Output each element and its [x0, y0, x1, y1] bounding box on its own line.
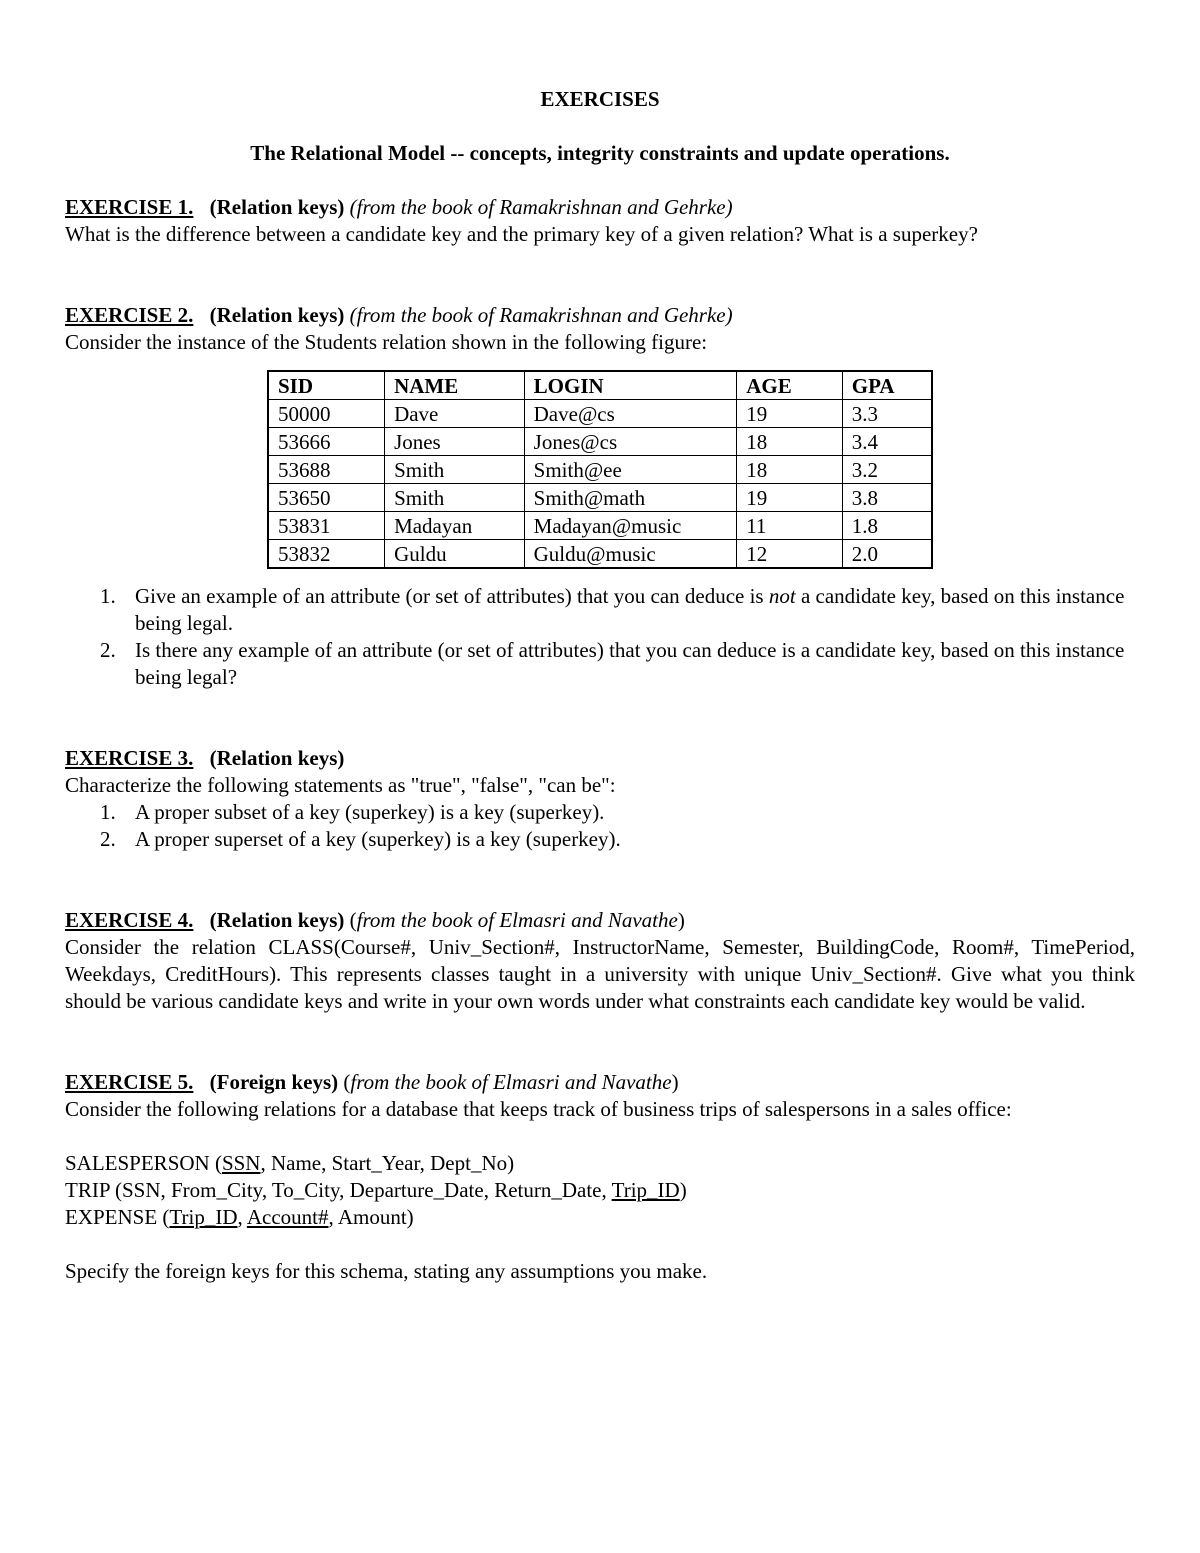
cell-sid: 53650 — [268, 484, 385, 512]
cell-age: 11 — [737, 512, 843, 540]
list-item — [65, 799, 1135, 826]
list-item — [65, 583, 1135, 637]
schema-text: SALESPERSON ( — [65, 1151, 222, 1175]
cell-gpa: 2.0 — [842, 540, 932, 569]
schema-text: , — [237, 1205, 247, 1229]
primary-key: Trip_ID — [611, 1178, 680, 1202]
exercise-4-source-close: ) — [677, 908, 685, 932]
column-header-sid: SID — [268, 371, 385, 400]
question-number: 2. — [100, 638, 116, 662]
cell-name: Guldu — [385, 540, 525, 569]
cell-name: Madayan — [385, 512, 525, 540]
exercise-3-topic: (Relation keys) — [209, 746, 345, 770]
table-row — [268, 456, 932, 484]
cell-gpa: 1.8 — [842, 512, 932, 540]
exercise-5-number: EXERCISE 5. — [65, 1070, 194, 1094]
exercise-3-body: Characterize the following statements as "true", "false", "can be": — [65, 773, 616, 797]
schema-block — [65, 1150, 1135, 1231]
primary-key: Account# — [246, 1205, 329, 1229]
exercise-5-source-open: ( — [343, 1070, 351, 1094]
statement-number: 1. — [100, 800, 116, 824]
table-row — [268, 512, 932, 540]
exercise-4 — [65, 907, 1135, 1015]
exercise-2-topic: (Relation keys) — [209, 303, 345, 327]
question-emphasis: not — [768, 584, 796, 608]
question-text-part: a candidate key, based on this instance being legal. — [135, 584, 1125, 635]
column-header-login: LOGIN — [524, 371, 737, 400]
schema-expense — [65, 1204, 1135, 1231]
exercise-4-heading — [65, 907, 1135, 934]
cell-age: 19 — [737, 400, 843, 428]
schema-text: TRIP (SSN, From_City, To_City, Departure_Date, Return_Date, — [65, 1178, 612, 1202]
table-row — [268, 428, 932, 456]
exercise-5-heading — [65, 1069, 1135, 1096]
cell-sid: 53688 — [268, 456, 385, 484]
statement-text: A proper superset of a key (superkey) is a key (superkey). — [135, 827, 621, 851]
exercise-4-source-open: ( — [349, 908, 357, 932]
exercise-3-statements — [65, 799, 1135, 853]
cell-gpa: 3.8 — [842, 484, 932, 512]
cell-age: 12 — [737, 540, 843, 569]
cell-name: Dave — [385, 400, 525, 428]
exercise-5-closing: Specify the foreign keys for this schema, stating any assumptions you make. — [65, 1259, 708, 1283]
exercise-1-source: (from the book of Ramakrishnan and Gehrke) — [349, 195, 733, 219]
question-text-part: Give an example of an attribute (or set of attributes) that you can deduce is — [135, 584, 764, 608]
schema-salesperson — [65, 1150, 1135, 1177]
primary-key: Trip_ID — [169, 1205, 238, 1229]
exercise-1-heading — [65, 194, 1135, 221]
statement-number: 2. — [100, 827, 116, 851]
exercise-1-topic: (Relation keys) — [209, 195, 345, 219]
exercise-2-source: (from the book of Ramakrishnan and Gehrke) — [349, 303, 733, 327]
cell-login: Madayan@music — [524, 512, 737, 540]
cell-name: Jones — [385, 428, 525, 456]
cell-age: 18 — [737, 428, 843, 456]
column-header-age: AGE — [737, 371, 843, 400]
table-row — [268, 400, 932, 428]
exercise-5-body: Consider the following relations for a database that keeps track of business trips of salespersons in a sales office: — [65, 1097, 1012, 1121]
question-number: 1. — [100, 584, 116, 608]
cell-age: 18 — [737, 456, 843, 484]
cell-sid: 53666 — [268, 428, 385, 456]
table-header-row — [268, 371, 932, 400]
exercise-5-source: from the book of Elmasri and Navathe — [350, 1070, 672, 1094]
exercise-3 — [65, 745, 1135, 853]
column-header-name: NAME — [385, 371, 525, 400]
schema-text: , Amount) — [328, 1205, 414, 1229]
exercise-3-heading — [65, 745, 1135, 772]
exercise-2-questions — [65, 583, 1135, 691]
cell-age: 19 — [737, 484, 843, 512]
exercise-5-source-close: ) — [671, 1070, 679, 1094]
list-item — [65, 826, 1135, 853]
document-page — [65, 86, 1135, 1285]
cell-login: Dave@cs — [524, 400, 737, 428]
cell-login: Guldu@music — [524, 540, 737, 569]
exercise-5 — [65, 1069, 1135, 1285]
cell-gpa: 3.3 — [842, 400, 932, 428]
exercise-2-number: EXERCISE 2. — [65, 303, 194, 327]
table-row — [268, 540, 932, 569]
cell-gpa: 3.2 — [842, 456, 932, 484]
schema-text: , Name, Start_Year, Dept_No) — [260, 1151, 515, 1175]
students-table — [267, 370, 933, 569]
cell-name: Smith — [385, 456, 525, 484]
statement-text: A proper subset of a key (superkey) is a key (superkey). — [135, 800, 605, 824]
exercise-2-heading — [65, 302, 1135, 329]
schema-text: EXPENSE ( — [65, 1205, 170, 1229]
schema-trip — [65, 1177, 1135, 1204]
cell-sid: 53832 — [268, 540, 385, 569]
exercise-2-body: Consider the instance of the Students relation shown in the following figure: — [65, 330, 708, 354]
exercise-1-body: What is the difference between a candidate key and the primary key of a given relation? What is a superkey? — [65, 222, 978, 246]
page-subtitle: The Relational Model -- concepts, integrity constraints and update operations. — [250, 141, 950, 165]
cell-name: Smith — [385, 484, 525, 512]
cell-gpa: 3.4 — [842, 428, 932, 456]
primary-key: SSN — [221, 1151, 261, 1175]
cell-sid: 50000 — [268, 400, 385, 428]
list-item — [65, 637, 1135, 691]
exercise-4-number: EXERCISE 4. — [65, 908, 194, 932]
page-title: EXERCISES — [540, 87, 660, 111]
schema-text: ) — [679, 1178, 687, 1202]
cell-login: Smith@ee — [524, 456, 737, 484]
exercise-2 — [65, 302, 1135, 691]
cell-sid: 53831 — [268, 512, 385, 540]
exercise-1-number: EXERCISE 1. — [65, 195, 194, 219]
exercise-4-topic: (Relation keys) — [209, 908, 345, 932]
question-text: Is there any example of an attribute (or set of attributes) that you can deduce is a candidate key, based on this instance being legal? — [135, 638, 1125, 689]
exercise-4-body: Consider the relation CLASS(Course#, Univ_Section#, InstructorName, Semester, BuildingCode, Room#, TimePeriod, Weekdays, CreditHours). This represents classes taught in a university with unique Univ_Section#. Give what you think should be various candidate keys and write in your own words under what constraints each candidate key would be valid. — [65, 935, 1135, 1013]
exercise-3-number: EXERCISE 3. — [65, 746, 194, 770]
table-row — [268, 484, 932, 512]
exercise-4-source: from the book of Elmasri and Navathe — [356, 908, 678, 932]
students-table-wrapper — [267, 370, 933, 569]
column-header-gpa: GPA — [842, 371, 932, 400]
exercise-5-topic: (Foreign keys) — [209, 1070, 339, 1094]
cell-login: Smith@math — [524, 484, 737, 512]
cell-login: Jones@cs — [524, 428, 737, 456]
exercise-1 — [65, 194, 1135, 248]
